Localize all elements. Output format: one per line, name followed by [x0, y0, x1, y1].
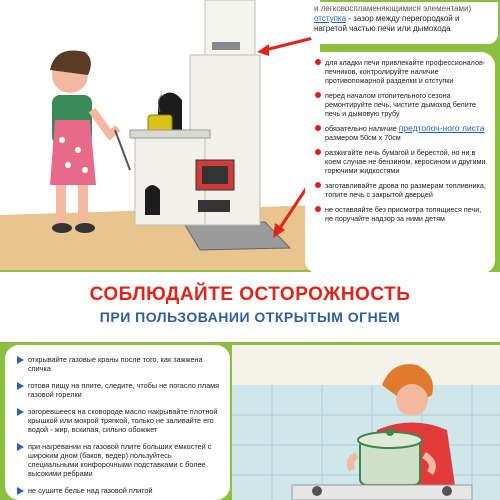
note-top-line: и легковоспламеняющимися элементами) [314, 4, 472, 13]
list-item: заготавливайте дрова по размерам топливника, топите печь с закрытой дверцей [315, 181, 489, 199]
list-item: перед началом отопительного сезона ремонтируйте печь, чистите дымоход белите печь и дымовую трубу [315, 91, 489, 118]
gas-rules-list [5, 345, 230, 500]
headline-title: СОБЛЮДАЙТЕ ОСТОРОЖНОСТЬ [89, 284, 411, 305]
note-box [310, 2, 498, 44]
list-item: при нагревании на газовой плите больших емкостей с широким дном (баков, ведер) пользуйтесь специальными конфорочными подставками с более высокими ребрами [17, 442, 222, 478]
note-definition-text: - зазор между перегородкой и нагретой частью печи или дымохода [314, 14, 460, 33]
bullet-icon [315, 182, 321, 188]
arrow-bullet-icon [17, 382, 24, 390]
arrow-bullet-icon [17, 408, 24, 416]
list-item: не оставляйте без присмотра топящиеся печи, не поручайте надзор за ними детям [315, 205, 489, 223]
list-item: загоревшееся на сковороде масло накрывайте плотной крышкой или мокрой тряпкой, только не заливайте его водой - жир, вскипая, сильно обожжет [17, 407, 222, 434]
headline-banner [0, 272, 500, 342]
kitchen-illustration [232, 345, 500, 500]
list-item: разжигайте печь бумагой и берестой, но ни в коем случае не бензином, керосином и другими горючими жидкостями [315, 148, 489, 175]
bullet-icon [315, 59, 321, 65]
note-definition [314, 14, 494, 34]
note-term: отступка [314, 14, 347, 23]
headline-subtitle: ПРИ ПОЛЬЗОВАНИИ ОТКРЫТЫМ ОГНЕМ [99, 309, 401, 325]
bullet-icon [315, 125, 321, 131]
bullet-icon [315, 206, 321, 212]
stove-rules-list [305, 52, 495, 274]
arrow-bullet-icon [17, 443, 24, 451]
bullet-icon [315, 92, 321, 98]
list-item: обязательно наличие предтопоч-ного листа размером 50см х 70см [315, 124, 489, 142]
bullet-icon [315, 149, 321, 155]
list-item: для кладки печи привлекайте профессионалов-печников, контролируйте наличие противопожарной разделки и отступки [315, 58, 489, 85]
arrow-bullet-icon [17, 356, 24, 364]
list-item: не сушите белье над газовой плитой [17, 486, 222, 495]
list-item: готовя пищу на плите, следите, чтобы не погасло пламя газовой горелки [17, 381, 222, 399]
list-item: открывайте газовые краны после того, как зажжена спичка [17, 355, 222, 373]
arrow-bullet-icon [17, 487, 24, 495]
